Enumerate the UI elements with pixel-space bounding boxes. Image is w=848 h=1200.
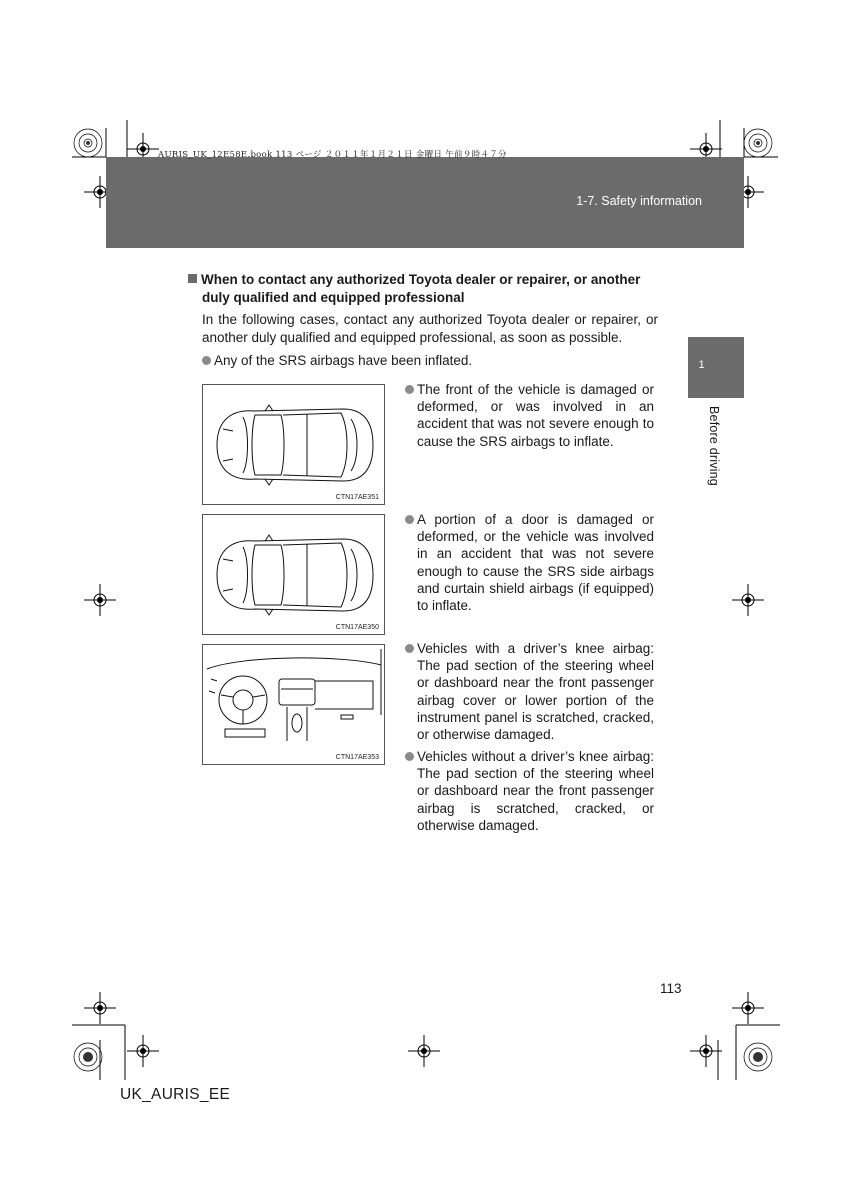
chapter-tab-label: Before driving [707, 406, 721, 486]
figure-dashboard [202, 644, 385, 765]
dashboard-illustration [203, 645, 386, 766]
square-bullet-icon [188, 274, 197, 283]
list-item [405, 381, 654, 450]
car-top-view-illustration [203, 385, 386, 506]
print-info-line: AURIS_UK_12E58E.book 113 ページ ２０１１年１月２１日 金曜日 午前９時４７分 [158, 150, 507, 160]
footer-code: UK_AURIS_EE [120, 1086, 231, 1103]
figure-code: CTN17AE350 [335, 624, 379, 631]
intro-paragraph: In the following cases, contact any authorized Toyota dealer or repairer, or another duly qualified and equipped professional, as soon as possible. [202, 312, 658, 345]
page-number: 113 [660, 981, 682, 996]
heading-line-1: When to contact any authorized Toyota dealer or repairer, or another [201, 272, 641, 287]
car-top-view-illustration [203, 515, 386, 636]
chapter-tab-number: 1 [698, 359, 705, 371]
subsection-heading [188, 271, 658, 307]
figure-car-front-damage [202, 384, 385, 505]
bullet-text: Vehicles with a driver’s knee airbag: The pad section of the steering wheel or dashboard near the front passenger airbag cover or lower portion of the instrument panel is scratched, cracked, or otherwise damaged. [417, 641, 654, 743]
figure-car-side-damage [202, 514, 385, 635]
section-title: 1-7. Safety information [576, 194, 702, 208]
bullet-dot-icon [405, 644, 414, 653]
list-item [405, 640, 654, 743]
list-item [405, 511, 654, 614]
heading-line-2: duly qualified and equipped professional [202, 290, 465, 305]
figure-code: CTN17AE353 [335, 754, 379, 761]
bullet-text: The front of the vehicle is damaged or deformed, or was involved in an accident that was not severe enough to cause the SRS airbags to inflate. [417, 382, 654, 449]
list-item [202, 352, 658, 369]
bullet-text: A portion of a door is damaged or deformed, or the vehicle was involved in an accident that was not severe enough to cause the SRS side airbags and curtain shield airbags (if equipped) to inflate. [417, 512, 654, 614]
bullet-text: Any of the SRS airbags have been inflated. [214, 353, 473, 369]
list-item [405, 748, 654, 834]
bullet-dot-icon [405, 385, 414, 394]
bullet-text: Vehicles without a driver’s knee airbag: The pad section of the steering wheel or dashboard near the front passenger airbag is scratched, cracked, or otherwise damaged. [417, 749, 654, 833]
figure-code: CTN17AE351 [335, 494, 379, 501]
bullet-dot-icon [202, 356, 211, 365]
bullet-dot-icon [405, 515, 414, 524]
bullet-dot-icon [405, 752, 414, 761]
